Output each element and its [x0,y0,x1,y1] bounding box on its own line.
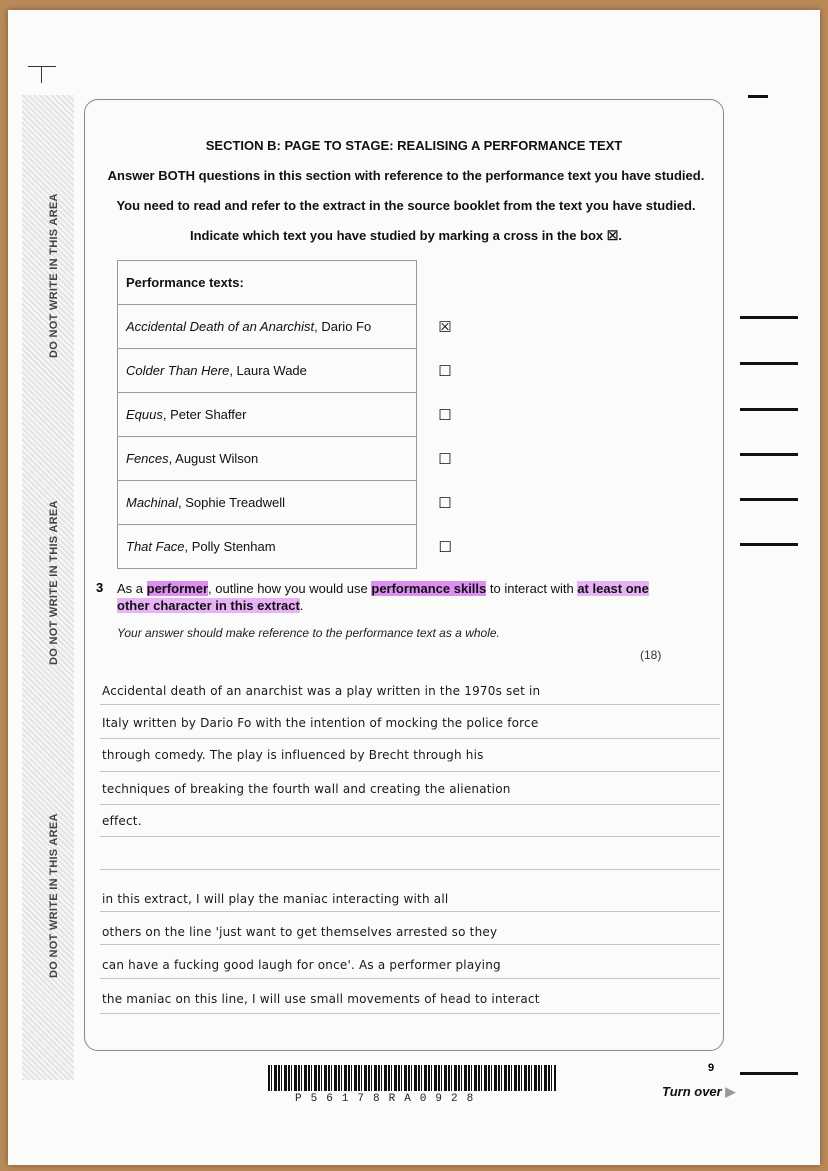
instruction-2: You need to read and refer to the extract in the source booklet from the text you have studied. [116,198,696,213]
marks-available: (18) [640,648,662,662]
question-number: 3 [96,580,104,595]
performance-texts-table [117,260,474,569]
page-number: 9 [708,1062,715,1074]
instruction-3: Indicate which text you have studied by marking a cross in the box ☒. [189,228,623,243]
answer-line: Accidental death of an anarchist was a play written in the 1970s set in [102,684,541,698]
checkbox[interactable]: ☐ [438,538,452,556]
checkbox-crossed[interactable]: ☒ [438,318,452,336]
turn-over: Turn over ▶ [662,1084,736,1099]
answer-line: in this extract, I will play the maniac interacting with all [102,892,449,906]
table-row: Colder Than Here, Laura Wade ☐ [118,349,474,393]
arrow-right-icon: ▶ [725,1084,736,1099]
table-row: Accidental Death of an Anarchist, Dario Fo ☒ [118,305,474,349]
answer-line: effect. [102,814,142,828]
table-row: Fences, August Wilson ☐ [118,437,474,481]
barcode-text: P56178RA0928 [295,1093,483,1105]
answer-line: the maniac on this line, I will use small movements of head to interact [102,992,540,1006]
barcode [268,1065,556,1091]
crop-mark [28,66,56,85]
question-subtext: Your answer should make reference to the performance text as a whole. [117,626,500,640]
table-row: Machinal, Sophie Treadwell ☐ [118,481,474,525]
margin-warning-2: DO NOT WRITE IN THIS AREA [48,500,60,665]
answer-line: techniques of breaking the fourth wall and creating the alienation [102,782,511,796]
table-row: That Face, Polly Stenham ☐ [118,525,474,569]
checkbox[interactable]: ☐ [438,406,452,424]
answer-line: Italy written by Dario Fo with the intention of mocking the police force [102,716,539,730]
question-text: As a performer, outline how you would use performance skills to interact with at least one other character in this extract. [117,581,649,613]
margin-warning-3: DO NOT WRITE IN THIS AREA [48,813,60,978]
checkbox[interactable]: ☐ [438,450,452,468]
table-header: Performance texts: [118,261,417,305]
instruction-1: Answer BOTH questions in this section with reference to the performance text you have studied. [107,168,705,183]
answer-line: through comedy. The play is influenced by Brecht through his [102,748,484,762]
answer-line: others on the line 'just want to get themselves arrested so they [102,925,498,939]
checkbox[interactable]: ☐ [438,494,452,512]
margin-warning-1: DO NOT WRITE IN THIS AREA [48,193,60,358]
checkbox[interactable]: ☐ [438,362,452,380]
answer-line: can have a fucking good laugh for once'. As a performer playing [102,958,501,972]
table-row: Equus, Peter Shaffer ☐ [118,393,474,437]
section-title: SECTION B: PAGE TO STAGE: REALISING A PERFORMANCE TEXT [205,138,623,153]
